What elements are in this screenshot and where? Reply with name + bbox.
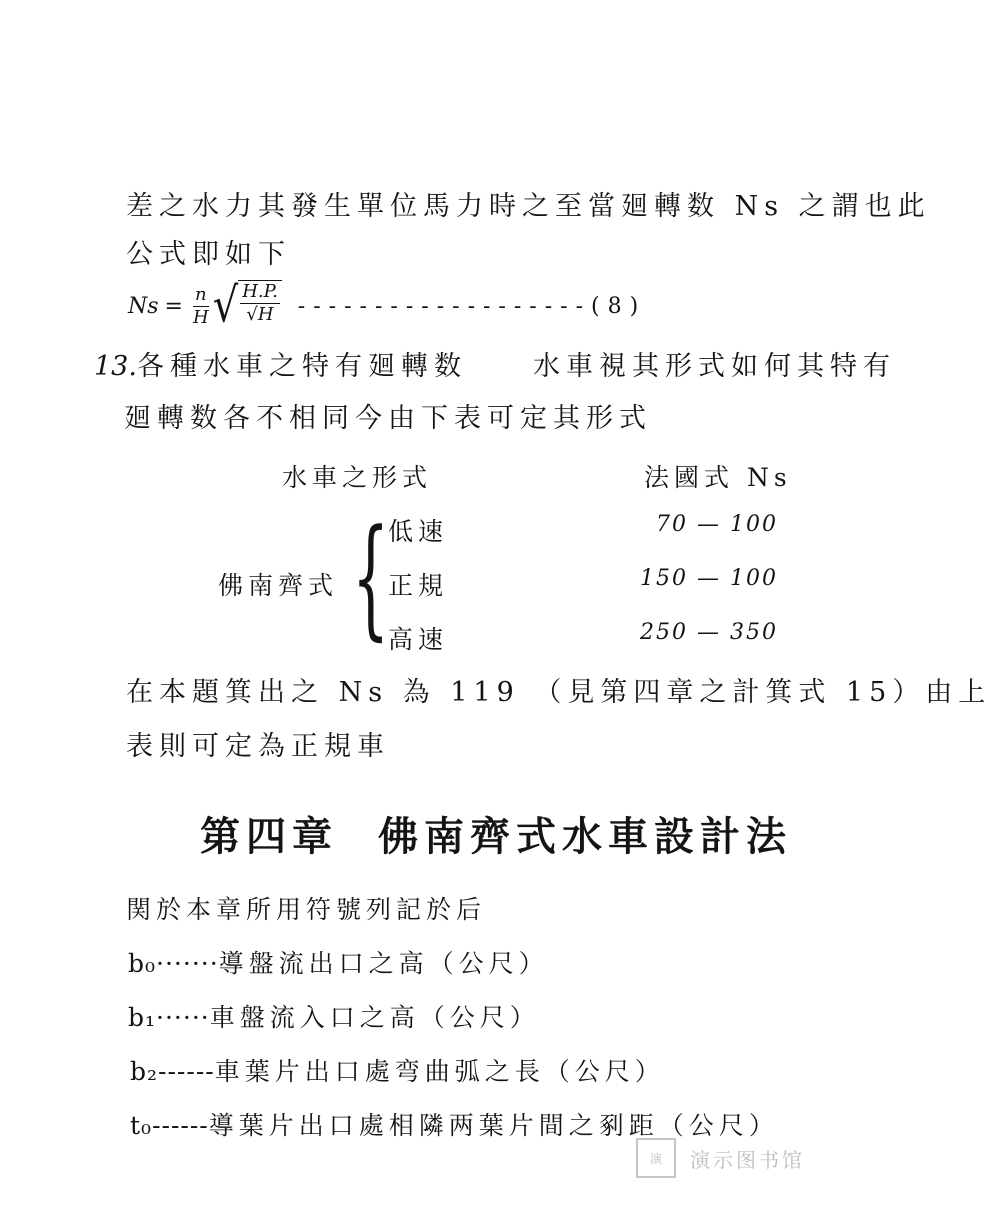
symbol-item [128, 998, 540, 1034]
fraction-denominator: H [192, 306, 209, 328]
text-line-5: 在本題箕出之 Ns 為 119 （見第四章之計箕式 15）由上 [126, 677, 991, 708]
table-header-ns: 法國式 Ns [644, 463, 792, 492]
table-header-type: 水車之形式 [282, 463, 433, 492]
table-row-type: 低速 [388, 517, 449, 546]
symbol-key: b₁······ [128, 1003, 210, 1032]
table-row-ns: 70 — 100 [656, 512, 778, 537]
table-group-label: 佛南齊式 [218, 571, 339, 600]
table-row-ns: 250 — 350 [640, 620, 778, 645]
table-row-type: 正規 [388, 571, 449, 600]
text-line-4: 廻轉数各不相同今由下表可定其形式 [124, 403, 652, 434]
section-13-heading [94, 350, 896, 384]
sqrt-fraction [240, 281, 280, 326]
formula-8 [128, 276, 646, 336]
seal-icon: 演 [636, 1138, 676, 1178]
text-line-1: 差之水力其發生單位馬力時之至當廻轉数 Ns 之謂也此 [126, 191, 931, 222]
symbol-desc: 導葉片出口處相隣两葉片間之剢距（公尺） [208, 1111, 779, 1140]
sqrt-denominator: √H [246, 304, 274, 325]
chapter-heading [200, 805, 792, 862]
symbol-item [128, 944, 549, 980]
radical-sign: √ [212, 278, 239, 334]
watermark-text: 演示图书馆 [690, 1147, 805, 1172]
formula-fraction [191, 284, 211, 329]
formula-leader-number: -------------------(8) [297, 293, 647, 319]
radical-body [238, 280, 282, 326]
symbol-desc: 車葉片出口處弯曲弧之長（公尺） [214, 1057, 665, 1086]
formula-equals: = [164, 293, 183, 319]
section-text: 各種水車之特有廻轉数 水車視其形式如何其特有 [136, 351, 896, 382]
table-brace: { [352, 501, 390, 653]
symbol-key: t₀------ [130, 1111, 209, 1140]
table-row-type: 高速 [388, 625, 449, 654]
symbol-key: b₂------ [130, 1057, 215, 1086]
symbol-item [130, 1106, 779, 1142]
section-number: 13. [94, 351, 137, 382]
formula-lhs: Ns [128, 293, 159, 319]
fraction-numerator: n [195, 283, 207, 305]
symbol-desc: 車盤流入口之高（公尺） [209, 1003, 540, 1032]
chapter-title: 佛南齊式水車設計法 [378, 813, 792, 860]
sqrt-numerator: H.P. [242, 281, 278, 302]
symbol-key: b₀······· [128, 949, 219, 978]
symbol-desc: 導盤流出口之高（公尺） [218, 949, 549, 978]
text-line-2: 公式即如下 [126, 239, 291, 270]
chapter-number: 第四章 [200, 813, 338, 860]
formula-sqrt [212, 278, 282, 334]
symbol-item [130, 1052, 665, 1088]
text-line-6: 表則可定為正規車 [126, 731, 390, 762]
table-row-ns: 150 — 100 [640, 566, 778, 591]
symbols-intro: 関於本章所用符號列記於后 [126, 895, 487, 924]
library-watermark [636, 1138, 805, 1178]
